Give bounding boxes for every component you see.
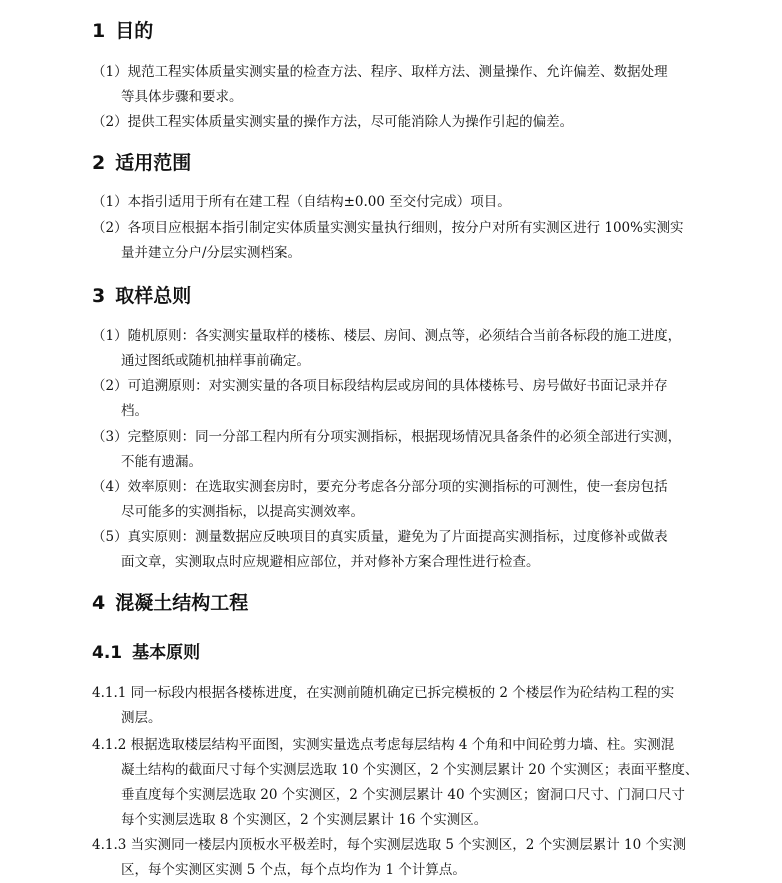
heading-number: 1 <box>92 20 106 42</box>
text-line: 4.1.1 同一标段内根据各楼栋进度，在实测前随机确定已拆完模板的 2 个楼层作为砼结构工程的实 <box>92 685 675 701</box>
text-line: 面文章，实测取点时应规避相应部位，并对修补方案合理性进行检查。 <box>121 554 540 570</box>
text-line: （2）可追溯原则：对实测实量的各项目标段结构层或房间的具体楼栋号、房号做好书面记录并存 <box>92 378 668 394</box>
text-line: （5）真实原则：测量数据应反映项目的真实质量，避免为了片面提高实测指标，过度修补或做表 <box>92 529 668 545</box>
text-line: （3）完整原则：同一分部工程内所有分项实测指标，根据现场情况具备条件的必须全部进行实测， <box>92 429 682 445</box>
text-line: 尽可能多的实测指标，以提高实测效率。 <box>121 504 364 520</box>
paragraph-4-1-2 <box>92 733 698 833</box>
heading-section-4-1 <box>92 642 200 664</box>
heading-title: 目的 <box>115 20 154 42</box>
text-line: （1）规范工程实体质量实测实量的检查方法、程序、取样方法、测量操作、允许偏差、数据处理 <box>92 64 668 80</box>
text-line: （1）本指引适用于所有在建工程（自结构±0.00 至交付完成）项目。 <box>92 194 511 210</box>
paragraph-3-5 <box>92 525 698 575</box>
paragraph-3-4 <box>92 475 698 525</box>
paragraph-3-3 <box>92 425 698 475</box>
heading-title: 基本原则 <box>132 643 201 663</box>
paragraph-1-2 <box>92 110 698 135</box>
heading-number: 3 <box>92 285 106 307</box>
text-line: 区，每个实测区实测 5 个点，每个点均作为 1 个计算点。 <box>121 862 466 878</box>
heading-section-2 <box>92 151 191 175</box>
text-line: （2）各项目应根据本指引制定实体质量实测实量执行细则，按分户对所有实测区进行 100%实测实 <box>92 220 684 236</box>
paragraph-3-2 <box>92 374 698 424</box>
text-line: 通过图纸或随机抽样事前确定。 <box>121 353 310 369</box>
paragraph-2-1 <box>92 190 698 215</box>
paragraph-4-1-3 <box>92 833 698 883</box>
text-line: 每个实测层选取 8 个实测区，2 个实测层累计 16 个实测区。 <box>121 812 488 828</box>
text-line: 等具体步骤和要求。 <box>121 89 243 105</box>
heading-section-3 <box>92 284 191 308</box>
text-line: 4.1.2 根据选取楼层结构平面图，实测实量选点考虑每层结构 4 个角和中间砼剪力墙、柱。实测混 <box>92 737 675 753</box>
heading-section-4 <box>92 591 248 615</box>
text-line: 垂直度每个实测层选取 20 个实测区，2 个实测层累计 40 个实测区；窗洞口尺寸、门洞口尺寸 <box>121 787 685 803</box>
text-line: 量并建立分户/分层实测档案。 <box>121 245 302 261</box>
paragraph-2-2 <box>92 216 698 266</box>
text-line: （1）随机原则：各实测实量取样的楼栋、楼层、房间、测点等，必须结合当前各标段的施工进度， <box>92 328 682 344</box>
heading-title: 混凝土结构工程 <box>115 592 249 614</box>
paragraph-3-1 <box>92 324 698 374</box>
text-line: 不能有遗漏。 <box>121 454 202 470</box>
heading-section-1 <box>92 19 153 43</box>
text-line: 凝土结构的截面尺寸每个实测层选取 10 个实测区，2 个实测层累计 20 个实测区；表面平整度、 <box>121 762 699 778</box>
text-line: 测层。 <box>121 710 162 726</box>
paragraph-1-1 <box>92 60 698 110</box>
heading-number: 4 <box>92 592 106 614</box>
text-line: （2）提供工程实体质量实测实量的操作方法，尽可能消除人为操作引起的偏差。 <box>92 114 574 130</box>
paragraph-4-1-1 <box>92 681 698 731</box>
heading-title: 取样总则 <box>115 285 192 307</box>
heading-title: 适用范围 <box>115 152 192 174</box>
text-line: 4.1.3 当实测同一楼层内顶板水平极差时，每个实测层选取 5 个实测区，2 个实测层累计 10 个实测 <box>92 837 686 853</box>
heading-number: 2 <box>92 152 106 174</box>
text-line: 档。 <box>121 403 148 419</box>
heading-number: 4.1 <box>92 643 123 663</box>
text-line: （4）效率原则：在选取实测套房时，要充分考虑各分部分项的实测指标的可测性，使一套房包括 <box>92 479 668 495</box>
